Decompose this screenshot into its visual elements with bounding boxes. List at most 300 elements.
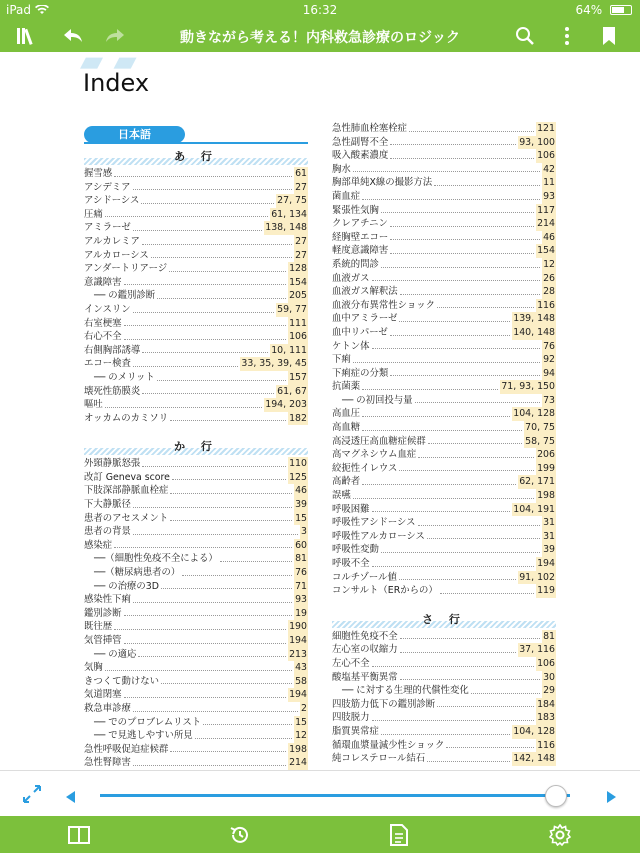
- index-entry[interactable]: [332, 285, 556, 299]
- index-term: アルカローシス: [84, 249, 149, 261]
- clock: 16:32: [302, 3, 338, 17]
- page-numbers[interactable]: 26: [543, 272, 555, 284]
- index-term: 循環血漿量減少性ショック: [332, 739, 445, 751]
- index-entry[interactable]: [332, 684, 556, 698]
- index-entry[interactable]: [332, 435, 556, 449]
- index-entry[interactable]: [332, 516, 556, 530]
- index-entry[interactable]: [84, 208, 308, 222]
- next-page-icon[interactable]: [606, 788, 616, 807]
- dot-leader: [427, 530, 540, 540]
- index-term: ──（糖尿病患者の）: [94, 567, 181, 579]
- page-numbers[interactable]: 27, 75: [277, 195, 307, 207]
- page-numbers[interactable]: 46: [295, 485, 307, 497]
- page-numbers[interactable]: 42: [543, 163, 555, 175]
- index-entry[interactable]: [84, 412, 308, 426]
- index-term: エコー検査: [84, 358, 131, 370]
- page-numbers[interactable]: 94: [543, 367, 555, 379]
- dot-leader: [169, 262, 286, 272]
- index-term: 絞扼性イレウス: [332, 462, 398, 474]
- dot-leader: [415, 394, 541, 404]
- page-numbers[interactable]: 12: [543, 258, 555, 270]
- page-numbers[interactable]: 117: [537, 204, 555, 216]
- index-term: インスリン: [84, 303, 131, 315]
- index-term: コルチゾール値: [332, 571, 397, 583]
- index-entry[interactable]: [84, 675, 308, 689]
- page-numbers[interactable]: 111: [289, 317, 307, 329]
- page-numbers[interactable]: 28: [543, 286, 555, 298]
- index-entry[interactable]: [84, 235, 308, 249]
- page-numbers[interactable]: 205: [289, 290, 307, 302]
- forward-arrow-icon[interactable]: [102, 24, 128, 48]
- index-term: 握雪感: [84, 168, 113, 179]
- index-term: 四肢脱力: [332, 712, 370, 724]
- index-term: ── のメリット: [94, 371, 155, 383]
- index-entry[interactable]: [332, 543, 556, 557]
- index-entry[interactable]: [84, 221, 308, 235]
- index-entry[interactable]: [332, 711, 556, 725]
- dot-leader: [141, 194, 274, 204]
- page-numbers[interactable]: 106: [537, 657, 555, 669]
- dot-leader: [105, 661, 292, 671]
- dot-leader: [105, 398, 262, 408]
- index-entry[interactable]: [332, 149, 556, 163]
- bookmark-icon[interactable]: [596, 24, 622, 48]
- index-entry[interactable]: [332, 557, 556, 571]
- page-numbers[interactable]: 198: [537, 490, 555, 502]
- dot-leader: [390, 244, 534, 254]
- index-term: 鑑別診断: [84, 607, 122, 619]
- page-numbers[interactable]: 76: [543, 340, 555, 352]
- dot-leader: [390, 149, 534, 159]
- page-numbers[interactable]: 60: [295, 539, 307, 551]
- dot-leader: [114, 539, 292, 549]
- index-term: 血液ガス解釈法: [332, 286, 398, 298]
- dot-leader: [124, 317, 287, 327]
- page-numbers[interactable]: 184: [537, 698, 555, 710]
- index-entry[interactable]: [84, 716, 308, 730]
- page-numbers[interactable]: 30: [543, 671, 555, 683]
- dot-leader: [390, 136, 516, 146]
- page-numbers[interactable]: 91, 102: [519, 571, 555, 583]
- page-numbers[interactable]: 31: [543, 530, 555, 542]
- index-term: 改訂 Geneva score: [84, 471, 170, 483]
- index-term: 純コレステロール結石: [332, 753, 426, 765]
- page-numbers[interactable]: 198: [289, 743, 307, 755]
- page-numbers[interactable]: 27: [295, 235, 307, 247]
- index-entry[interactable]: [84, 539, 308, 553]
- index-term: 血液ガス: [332, 272, 370, 284]
- index-term: 感染性下痢: [84, 594, 131, 606]
- notes-icon[interactable]: [387, 824, 411, 846]
- page-numbers[interactable]: 15: [295, 716, 307, 728]
- dot-leader: [471, 684, 540, 694]
- index-term: 下大静脈径: [84, 499, 131, 511]
- index-entry[interactable]: [84, 702, 308, 716]
- index-term: 右室梗塞: [84, 317, 122, 329]
- page-numbers[interactable]: 29: [543, 685, 555, 697]
- index-entry[interactable]: [84, 262, 308, 276]
- index-term: コンサルト（ERからの）: [332, 585, 438, 597]
- dot-leader: [124, 634, 287, 644]
- dot-leader: [157, 289, 286, 299]
- index-entry[interactable]: [332, 448, 556, 462]
- index-entry[interactable]: [332, 272, 556, 286]
- page-numbers[interactable]: 37, 116: [519, 644, 555, 656]
- index-entry[interactable]: [332, 752, 556, 766]
- page-numbers[interactable]: 104, 191: [513, 503, 555, 515]
- page-numbers[interactable]: 59, 77: [277, 303, 307, 315]
- page-numbers[interactable]: 93: [295, 594, 307, 606]
- page-numbers[interactable]: 12: [295, 730, 307, 742]
- dot-leader: [437, 698, 534, 708]
- page-numbers[interactable]: 62, 171: [519, 476, 555, 488]
- index-entry[interactable]: [84, 181, 308, 195]
- page-numbers[interactable]: 27: [295, 181, 307, 193]
- dot-leader: [133, 756, 286, 766]
- index-entry[interactable]: [332, 503, 556, 517]
- index-entry[interactable]: [84, 688, 308, 702]
- dot-leader: [353, 353, 540, 363]
- index-entry[interactable]: [332, 312, 556, 326]
- index-entry[interactable]: [84, 484, 308, 498]
- dot-leader: [400, 643, 517, 653]
- index-term: 酸塩基平衡異常: [332, 671, 398, 683]
- dot-leader: [362, 407, 510, 417]
- index-entry[interactable]: [332, 421, 556, 435]
- page-numbers[interactable]: 199: [537, 462, 555, 474]
- page-numbers[interactable]: 71: [295, 580, 307, 592]
- page-numbers[interactable]: 128: [289, 263, 307, 275]
- dot-leader: [142, 235, 292, 245]
- page-numbers[interactable]: 93: [543, 190, 555, 202]
- page-numbers[interactable]: 27: [295, 249, 307, 261]
- book-layout-icon[interactable]: [67, 824, 91, 846]
- index-term: 緊張性気胸: [332, 204, 379, 216]
- index-term: ── でのプロブレムリスト: [94, 716, 202, 728]
- page-numbers[interactable]: 104, 128: [513, 408, 555, 420]
- index-term: 血中アミラーゼ: [332, 313, 398, 325]
- page-numbers[interactable]: 138, 148: [265, 222, 307, 234]
- index-term: 感染症: [84, 539, 113, 551]
- page-numbers[interactable]: 93, 100: [519, 136, 555, 148]
- index-entry[interactable]: [332, 136, 556, 150]
- fullscreen-icon[interactable]: [22, 784, 42, 808]
- page-numbers[interactable]: 106: [289, 331, 307, 343]
- index-entry[interactable]: [84, 276, 308, 290]
- index-entry[interactable]: [332, 394, 556, 408]
- index-entry[interactable]: [332, 244, 556, 258]
- index-entry[interactable]: [332, 367, 556, 381]
- index-entry[interactable]: [84, 756, 308, 770]
- dot-leader: [220, 552, 292, 562]
- index-term: アンダートリアージ: [84, 263, 168, 275]
- index-entry[interactable]: [84, 303, 308, 317]
- index-term: 左心室の収縮力: [332, 644, 398, 656]
- index-entry[interactable]: [84, 512, 308, 526]
- page-numbers[interactable]: 119: [537, 585, 555, 597]
- page-numbers[interactable]: 15: [295, 512, 307, 524]
- index-entry[interactable]: [332, 584, 556, 598]
- index-term: ── の初回投与量: [342, 394, 413, 406]
- page-numbers[interactable]: 106: [537, 150, 555, 162]
- index-term: 軽度意識障害: [332, 245, 389, 257]
- index-term: ── の治療の3D: [94, 580, 159, 592]
- index-entry[interactable]: [84, 371, 308, 385]
- page-numbers[interactable]: 73: [543, 394, 555, 406]
- dot-leader: [133, 702, 298, 712]
- dot-leader: [400, 671, 540, 681]
- index-entry[interactable]: [332, 489, 556, 503]
- page-numbers[interactable]: 58: [295, 675, 307, 687]
- dot-leader: [133, 357, 239, 367]
- index-term: 経胸壁エコー: [332, 231, 389, 243]
- index-term: 血液分布異常性ショック: [332, 299, 435, 311]
- dot-leader: [399, 312, 510, 322]
- index-entry[interactable]: [84, 385, 308, 399]
- dot-leader: [133, 593, 292, 603]
- page-numbers[interactable]: 61: [295, 168, 307, 179]
- page-numbers[interactable]: 39: [543, 544, 555, 556]
- page-numbers[interactable]: 194: [537, 558, 555, 569]
- index-entry[interactable]: [84, 344, 308, 358]
- index-entry[interactable]: [84, 525, 308, 539]
- index-entry[interactable]: [84, 580, 308, 594]
- index-entry[interactable]: [84, 729, 308, 743]
- index-term: 高浸透圧高血糖症候群: [332, 435, 426, 447]
- page-numbers[interactable]: 116: [537, 299, 555, 311]
- dot-leader: [105, 208, 268, 218]
- index-term: ── の適応: [94, 648, 137, 660]
- index-entry[interactable]: [332, 725, 556, 739]
- dot-leader: [124, 276, 287, 286]
- dot-leader: [142, 457, 286, 467]
- page-numbers[interactable]: 61, 67: [277, 385, 307, 397]
- index-entry[interactable]: [84, 167, 308, 181]
- index-term: きつくて動けない: [84, 675, 160, 687]
- page-numbers[interactable]: 140, 148: [513, 326, 555, 338]
- index-entry[interactable]: [84, 661, 308, 675]
- page-numbers[interactable]: 142, 148: [513, 753, 555, 765]
- page-numbers[interactable]: 2: [301, 702, 307, 714]
- index-entry[interactable]: [332, 353, 556, 367]
- page-numbers[interactable]: 157: [289, 371, 307, 383]
- index-entry[interactable]: [84, 566, 308, 580]
- back-arrow-icon[interactable]: [60, 24, 86, 48]
- page-slider-track[interactable]: [100, 794, 570, 797]
- index-entry[interactable]: [84, 634, 308, 648]
- page-numbers[interactable]: 194: [289, 635, 307, 646]
- index-term: 胸部単純X線の撮影方法: [332, 177, 433, 189]
- index-column-right: [332, 122, 556, 766]
- page-numbers[interactable]: 10, 111: [271, 344, 307, 356]
- dot-leader: [400, 285, 540, 295]
- page-numbers[interactable]: 11: [543, 177, 555, 189]
- index-entry[interactable]: [84, 552, 308, 566]
- index-entry[interactable]: [332, 326, 556, 340]
- index-entry[interactable]: [332, 122, 556, 136]
- index-entry[interactable]: [332, 231, 556, 245]
- page-numbers[interactable]: 213: [289, 648, 307, 660]
- page-numbers[interactable]: 81: [543, 630, 555, 642]
- index-term: 呼吸性アシドーシス: [332, 517, 416, 529]
- page-numbers[interactable]: 139, 148: [513, 313, 555, 325]
- page-slider-thumb[interactable]: [545, 785, 567, 807]
- dot-leader: [124, 607, 293, 617]
- dot-leader: [381, 725, 510, 735]
- search-icon[interactable]: [512, 24, 538, 48]
- page-title: Index: [83, 69, 150, 97]
- page-numbers[interactable]: 92: [543, 354, 555, 366]
- index-entry[interactable]: [332, 340, 556, 354]
- index-entry[interactable]: [332, 190, 556, 204]
- page-numbers[interactable]: 125: [289, 471, 307, 483]
- index-entry[interactable]: [84, 471, 308, 485]
- dot-leader: [353, 489, 534, 499]
- section-label: さ 行: [422, 612, 466, 626]
- index-entry[interactable]: [332, 176, 556, 190]
- index-entry[interactable]: [332, 643, 556, 657]
- page-numbers[interactable]: 154: [537, 245, 555, 257]
- index-term: 呼吸不全: [332, 558, 370, 569]
- index-term: 抗菌薬: [332, 381, 361, 393]
- page-numbers[interactable]: 182: [289, 412, 307, 424]
- index-term: ── で見逃しやすい所見: [94, 730, 193, 742]
- index-entry[interactable]: [332, 698, 556, 712]
- index-entry[interactable]: [84, 607, 308, 621]
- dot-leader: [114, 620, 286, 630]
- index-entry[interactable]: [84, 648, 308, 662]
- page-numbers[interactable]: 70, 75: [525, 422, 555, 434]
- carrier-text: iPad: [6, 3, 32, 17]
- page-numbers[interactable]: 104, 128: [513, 725, 555, 737]
- index-term: ──（細胞性免疫不全による）: [94, 553, 218, 565]
- settings-gear-icon[interactable]: [548, 824, 572, 846]
- index-entry[interactable]: [332, 739, 556, 753]
- dot-leader: [362, 380, 498, 390]
- page-numbers[interactable]: 214: [289, 757, 307, 769]
- page-numbers[interactable]: 190: [289, 621, 307, 633]
- dot-leader: [400, 630, 540, 640]
- index-entry[interactable]: [332, 204, 556, 218]
- index-entry[interactable]: [84, 498, 308, 512]
- index-entry[interactable]: [332, 657, 556, 671]
- dot-leader: [195, 729, 292, 739]
- index-entry[interactable]: [332, 258, 556, 272]
- page-numbers[interactable]: 76: [295, 567, 307, 579]
- index-term: 意識障害: [84, 276, 122, 288]
- index-entry[interactable]: [332, 462, 556, 476]
- dot-leader: [142, 344, 268, 354]
- index-term: 急性副腎不全: [332, 136, 389, 148]
- index-entry[interactable]: [332, 407, 556, 421]
- dot-leader: [172, 471, 286, 481]
- index-entry[interactable]: [84, 330, 308, 344]
- index-term: 細胞性免疫不全: [332, 630, 398, 642]
- dot-leader: [372, 340, 541, 350]
- index-entry[interactable]: [332, 217, 556, 231]
- index-entry[interactable]: [84, 317, 308, 331]
- index-entry[interactable]: [84, 289, 308, 303]
- page-numbers[interactable]: 154: [289, 276, 307, 288]
- index-entry[interactable]: [84, 593, 308, 607]
- dot-leader: [114, 167, 292, 177]
- page-numbers[interactable]: 33, 35, 39, 45: [241, 358, 307, 370]
- dot-leader: [428, 435, 522, 445]
- index-term: 急性肺血栓塞栓症: [332, 123, 408, 134]
- dot-leader: [362, 421, 522, 431]
- page-numbers[interactable]: 46: [543, 231, 555, 243]
- index-section-header: [84, 437, 308, 455]
- library-icon[interactable]: [14, 24, 40, 48]
- index-entry[interactable]: [332, 299, 556, 313]
- index-term: 血中リパーゼ: [332, 326, 388, 338]
- dot-leader: [446, 739, 534, 749]
- page-numbers[interactable]: 81: [295, 553, 307, 565]
- index-entry[interactable]: [84, 398, 308, 412]
- index-entry[interactable]: [332, 530, 556, 544]
- index-term: アミラーゼ: [84, 222, 131, 234]
- index-entry[interactable]: [332, 163, 556, 177]
- page-numbers[interactable]: 31: [543, 517, 555, 529]
- index-entry[interactable]: [332, 475, 556, 489]
- index-entry[interactable]: [84, 457, 308, 471]
- dot-leader: [372, 711, 535, 721]
- index-entry[interactable]: [332, 380, 556, 394]
- page-numbers[interactable]: 194: [289, 689, 307, 701]
- index-term: 左心不全: [332, 657, 370, 669]
- index-term: 高血圧: [332, 408, 361, 420]
- index-entry[interactable]: [84, 194, 308, 208]
- section-label: あ 行: [174, 150, 218, 163]
- more-menu-icon[interactable]: [554, 24, 580, 48]
- index-term: 四肢筋力低下の鑑別診断: [332, 698, 436, 710]
- page-numbers[interactable]: 116: [537, 739, 555, 751]
- page-numbers[interactable]: 19: [295, 607, 307, 619]
- index-entry[interactable]: [332, 571, 556, 585]
- page-numbers[interactable]: 39: [295, 499, 307, 511]
- page-numbers[interactable]: 58, 75: [525, 435, 555, 447]
- page-numbers[interactable]: 206: [537, 449, 555, 461]
- page-numbers[interactable]: 71, 93, 150: [501, 381, 555, 393]
- dot-leader: [409, 122, 534, 132]
- page-numbers[interactable]: 183: [537, 712, 555, 724]
- section-gap: [84, 425, 308, 435]
- page-numbers[interactable]: 43: [295, 662, 307, 674]
- page-numbers[interactable]: 121: [537, 123, 555, 134]
- index-term: 救急車診療: [84, 702, 131, 714]
- page-numbers[interactable]: 110: [289, 458, 307, 470]
- history-icon[interactable]: [228, 824, 252, 846]
- dot-leader: [170, 412, 286, 422]
- prev-page-icon[interactable]: [66, 788, 76, 807]
- page-numbers[interactable]: 194, 203: [265, 399, 307, 411]
- index-entry[interactable]: [332, 630, 556, 644]
- dot-leader: [381, 543, 540, 553]
- index-entry[interactable]: [84, 357, 308, 371]
- index-entry[interactable]: [332, 671, 556, 685]
- dot-leader: [182, 566, 292, 576]
- index-term: クレアチニン: [332, 218, 388, 230]
- page-numbers[interactable]: 214: [537, 218, 555, 230]
- index-entry[interactable]: [84, 249, 308, 263]
- page-numbers[interactable]: 61, 134: [271, 208, 307, 220]
- page-numbers[interactable]: 3: [301, 526, 307, 538]
- index-entry[interactable]: [84, 620, 308, 634]
- dot-leader: [157, 371, 286, 381]
- language-tag-wrap: [84, 123, 308, 144]
- index-entry[interactable]: [84, 743, 308, 757]
- dot-leader: [362, 190, 540, 200]
